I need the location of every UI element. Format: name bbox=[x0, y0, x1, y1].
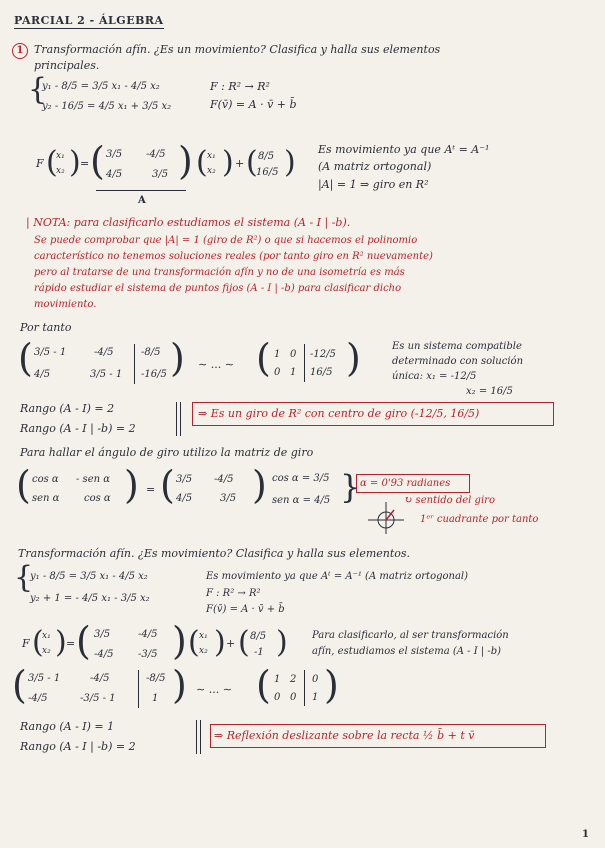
ex2-vec-x2-1: x₁ bbox=[199, 631, 208, 641]
ex1-angle-intro: Para hallar el ángulo de giro utilizo la matriz de giro bbox=[20, 446, 314, 459]
ex1-vec-x-2: x₂ bbox=[56, 166, 65, 176]
ex1-sys-close: ) bbox=[170, 336, 185, 380]
ex2-rank-A-I: Rango (A - I) = 1 bbox=[20, 720, 115, 733]
ex1-vec-x-1: x₁ bbox=[56, 151, 65, 161]
ex1-equals: = bbox=[80, 157, 90, 170]
sen-equation: sen α = 4/5 bbox=[272, 495, 331, 506]
ex1-red-23: 16/5 bbox=[310, 367, 333, 378]
ex2-vec-x2-open: ( bbox=[188, 625, 200, 660]
ex1-sys-11: 3/5 - 1 bbox=[34, 347, 67, 358]
ex1-scd-line3: única: x₁ = -12/5 bbox=[392, 371, 477, 382]
rot-equals: = bbox=[146, 483, 156, 496]
ex1-red-21: 0 bbox=[274, 367, 281, 378]
nota-line4: pero al tratarse de una transformación afín y no de una isometría es más bbox=[34, 267, 405, 278]
rotv-12: -4/5 bbox=[214, 474, 234, 485]
rotv-22: 3/5 bbox=[220, 493, 237, 504]
alpha-value: α = 0'93 radianes bbox=[360, 478, 451, 489]
ex2-equivalence: ∼ ... ∼ bbox=[196, 683, 232, 696]
ex2-rank-augmented: Rango (A - I | -b) = 2 bbox=[20, 740, 136, 753]
ex2-vec-b-2: -1 bbox=[254, 647, 264, 658]
ex2-sys-11: 3/5 - 1 bbox=[28, 673, 61, 684]
ex2-map-formula: F(v̄) = A · v̄ + b̄ bbox=[206, 604, 285, 615]
rot-matrix-open: ( bbox=[16, 463, 31, 507]
ex1-vec-x2-close: ) bbox=[222, 145, 234, 180]
cuadrante-text: 1ᵉʳ cuadrante por tanto bbox=[420, 514, 539, 525]
ex1-sys-23: -16/5 bbox=[141, 369, 167, 380]
ex1-red-13: -12/5 bbox=[310, 349, 336, 360]
rot-values-close: ) bbox=[252, 463, 267, 507]
ex2-A-11: 3/5 bbox=[94, 629, 111, 640]
ex2-note-line1: Es movimiento ya que Aᵗ = A⁻¹ (A matriz ortogonal) bbox=[206, 571, 469, 582]
ex1-equivalence: ∼ ... ∼ bbox=[198, 358, 234, 371]
ex1-equation-1: y₁ - 8/5 = 3/5 x₁ - 4/5 x₂ bbox=[42, 81, 160, 92]
page-number: 1 bbox=[582, 829, 589, 840]
ex1-A-22: 3/5 bbox=[152, 169, 169, 180]
ex1-statement-line2: principales. bbox=[34, 59, 100, 72]
rotv-11: 3/5 bbox=[176, 474, 193, 485]
angle-brace: } bbox=[340, 468, 361, 506]
ex1-vec-x-close: ) bbox=[69, 145, 81, 180]
ex1-scd-line2: determinado con solución bbox=[392, 356, 524, 367]
ex2-sys-12: -4/5 bbox=[90, 673, 110, 684]
ex1-red-22: 1 bbox=[290, 367, 297, 378]
ex2-vec-x-open: ( bbox=[32, 625, 44, 660]
ex2-clasify-line2: afín, estudiamos el sistema (A - I | -b) bbox=[312, 646, 502, 657]
ex1-statement-line1: Transformación afín. ¿Es un movimiento? Clasifica y halla sus elementos bbox=[34, 43, 441, 56]
ex1-F-symbol: F bbox=[36, 157, 44, 170]
ex1-vec-x-open: ( bbox=[46, 145, 58, 180]
ex1-sys-22: 3/5 - 1 bbox=[90, 369, 123, 380]
ex2-sys-augment-bar bbox=[138, 670, 139, 708]
ex1-plus: + bbox=[235, 157, 245, 170]
ex2-A-21: -4/5 bbox=[94, 649, 114, 660]
ex1-rank-augmented: Rango (A - I | -b) = 2 bbox=[20, 422, 136, 435]
nota-line1: | NOTA: para clasificarlo estudiamos el sistema (A - I | -b). bbox=[26, 216, 351, 229]
ex2-double-bar-a bbox=[196, 720, 197, 754]
ex2-vec-x2-2: x₂ bbox=[199, 646, 208, 656]
exercise-1-number: 1 bbox=[12, 43, 28, 59]
ex2-A-12: -4/5 bbox=[138, 629, 158, 640]
ex1-double-bar-a bbox=[176, 402, 177, 436]
ex1-sys-augment-bar bbox=[134, 344, 135, 384]
nota-line3: característico no tenemos soluciones reales (por tanto giro en R² nuevamente) bbox=[34, 251, 433, 262]
rot-values-open: ( bbox=[160, 463, 175, 507]
ex1-sys-open: ( bbox=[18, 336, 33, 380]
ex1-map-formula: F(v̄) = A · v̄ + b̄ bbox=[210, 98, 297, 111]
ex2-red-11: 1 bbox=[274, 674, 281, 685]
ex2-vec-b-open: ( bbox=[238, 625, 250, 660]
ex1-sys-21: 4/5 bbox=[34, 369, 51, 380]
ex2-clasify-line1: Para clasificarlo, al ser transformación bbox=[312, 630, 509, 641]
ex2-sys-13: -8/5 bbox=[146, 673, 166, 684]
ex1-A-21: 4/5 bbox=[106, 169, 123, 180]
ex1-double-bar-b bbox=[180, 402, 181, 436]
ex1-red-12: 0 bbox=[290, 349, 297, 360]
title-underline bbox=[14, 28, 164, 29]
ex2-double-bar-b bbox=[200, 720, 201, 754]
ex1-note-line3: |A| = 1 ⇒ giro en R² bbox=[318, 178, 429, 191]
ex2-matrix-open: ( bbox=[76, 619, 91, 663]
ex1-vec-x2-1: x₁ bbox=[207, 151, 216, 161]
ex1-sys-12: -4/5 bbox=[94, 347, 114, 358]
ex2-plus: + bbox=[226, 637, 236, 650]
ex2-sys-21: -4/5 bbox=[28, 693, 48, 704]
ex2-vec-x-2: x₂ bbox=[42, 646, 51, 656]
rot-matrix-close: ) bbox=[124, 463, 139, 507]
ex1-scd-line1: Es un sistema compatible bbox=[392, 341, 522, 352]
ex1-vec-b-2: 16/5 bbox=[256, 167, 279, 178]
ex1-vec-b-close: ) bbox=[284, 145, 296, 180]
por-tanto-label: Por tanto bbox=[20, 321, 72, 334]
cos-equation: cos α = 3/5 bbox=[272, 473, 330, 484]
ex2-statement: Transformación afín. ¿Es movimiento? Clasifica y halla sus elementos. bbox=[18, 547, 411, 560]
ex2-red-13: 0 bbox=[312, 674, 319, 685]
ex1-sys-13: -8/5 bbox=[141, 347, 161, 358]
nota-line6: movimiento. bbox=[34, 299, 97, 310]
ex1-rank-A-I: Rango (A - I) = 2 bbox=[20, 402, 115, 415]
ex2-vec-b-close: ) bbox=[276, 625, 288, 660]
ex1-red-augment-bar bbox=[304, 344, 305, 382]
rot-22: cos α bbox=[84, 493, 111, 504]
ex1-vec-x2-open: ( bbox=[196, 145, 208, 180]
ex2-vec-x-1: x₁ bbox=[42, 631, 51, 641]
ex2-map-definition: F : R² → R² bbox=[206, 588, 261, 599]
ex1-result-text: ⇒ Es un giro de R² con centro de giro (-12/5, 16/5) bbox=[198, 407, 480, 420]
nota-line2: Se puede comprobar que |A| = 1 (giro de R²) o que si hacemos el polinomio bbox=[34, 235, 418, 246]
ex1-equation-2: y₂ - 16/5 = 4/5 x₁ + 3/5 x₂ bbox=[42, 101, 172, 112]
ex1-matrix-open: ( bbox=[90, 139, 105, 183]
ex1-vec-b-open: ( bbox=[246, 145, 258, 180]
ex2-red-23: 1 bbox=[312, 692, 319, 703]
ex1-A-12: -4/5 bbox=[146, 149, 166, 160]
rotv-21: 4/5 bbox=[176, 493, 193, 504]
ex2-A-22: -3/5 bbox=[138, 649, 158, 660]
ex1-system-brace: { bbox=[28, 72, 48, 107]
ex1-red-close: ) bbox=[346, 336, 361, 380]
ex2-red-close: ) bbox=[324, 663, 339, 707]
ex2-red-12: 2 bbox=[290, 674, 297, 685]
ex1-A-11: 3/5 bbox=[106, 149, 123, 160]
ex1-note-line1: Es movimiento ya que Aᵗ = A⁻¹ bbox=[318, 143, 490, 156]
ex2-sys-open: ( bbox=[12, 663, 27, 707]
ex1-scd-line4: x₂ = 16/5 bbox=[466, 386, 513, 397]
ex1-A-underbrace bbox=[96, 190, 186, 191]
ex2-sys-close: ) bbox=[172, 663, 187, 707]
quadrant-sketch-icon bbox=[366, 500, 406, 536]
ex2-red-open: ( bbox=[256, 663, 271, 707]
ex1-matrix-close: ) bbox=[178, 139, 193, 183]
ex2-red-augment-bar bbox=[304, 670, 305, 706]
ex2-sys-22: -3/5 - 1 bbox=[80, 693, 116, 704]
ex2-red-21: 0 bbox=[274, 692, 281, 703]
ex2-matrix-close: ) bbox=[172, 619, 187, 663]
ex1-map-definition: F : R² → R² bbox=[210, 80, 270, 93]
rot-11: cos α bbox=[32, 474, 59, 485]
ex1-red-11: 1 bbox=[274, 349, 281, 360]
rot-21: sen α bbox=[32, 493, 60, 504]
ex1-vec-b-1: 8/5 bbox=[258, 151, 275, 162]
ex1-red-open: ( bbox=[256, 336, 271, 380]
sentido-text: ↻ sentido del giro bbox=[404, 495, 495, 506]
ex1-note-line2: (A matriz ortogonal) bbox=[318, 160, 432, 173]
ex2-result-text: ⇒ Reflexión deslizante sobre la recta ½ b̄ + t v̄ bbox=[214, 729, 475, 742]
ex2-equation-2: y₂ + 1 = - 4/5 x₁ - 3/5 x₂ bbox=[30, 593, 150, 604]
ex2-system-brace: { bbox=[14, 560, 34, 595]
nota-line5: rápido estudiar el sistema de puntos fijos (A - I | -b) para clasificar dicho bbox=[34, 283, 402, 294]
ex2-F-symbol: F bbox=[22, 637, 30, 650]
page-title: PARCIAL 2 - ÁLGEBRA bbox=[14, 14, 164, 27]
ex2-red-22: 0 bbox=[290, 692, 297, 703]
ex2-vec-b-1: 8/5 bbox=[250, 631, 267, 642]
rot-12: - sen α bbox=[76, 474, 110, 485]
ex2-vec-x-close: ) bbox=[55, 625, 67, 660]
ex1-vec-x2-2: x₂ bbox=[207, 166, 216, 176]
ex2-equals: = bbox=[66, 637, 76, 650]
ex2-sys-23: 1 bbox=[152, 693, 159, 704]
ex2-vec-x2-close: ) bbox=[214, 625, 226, 660]
ex1-A-label: A bbox=[138, 195, 146, 206]
ex2-equation-1: y₁ - 8/5 = 3/5 x₁ - 4/5 x₂ bbox=[30, 571, 148, 582]
